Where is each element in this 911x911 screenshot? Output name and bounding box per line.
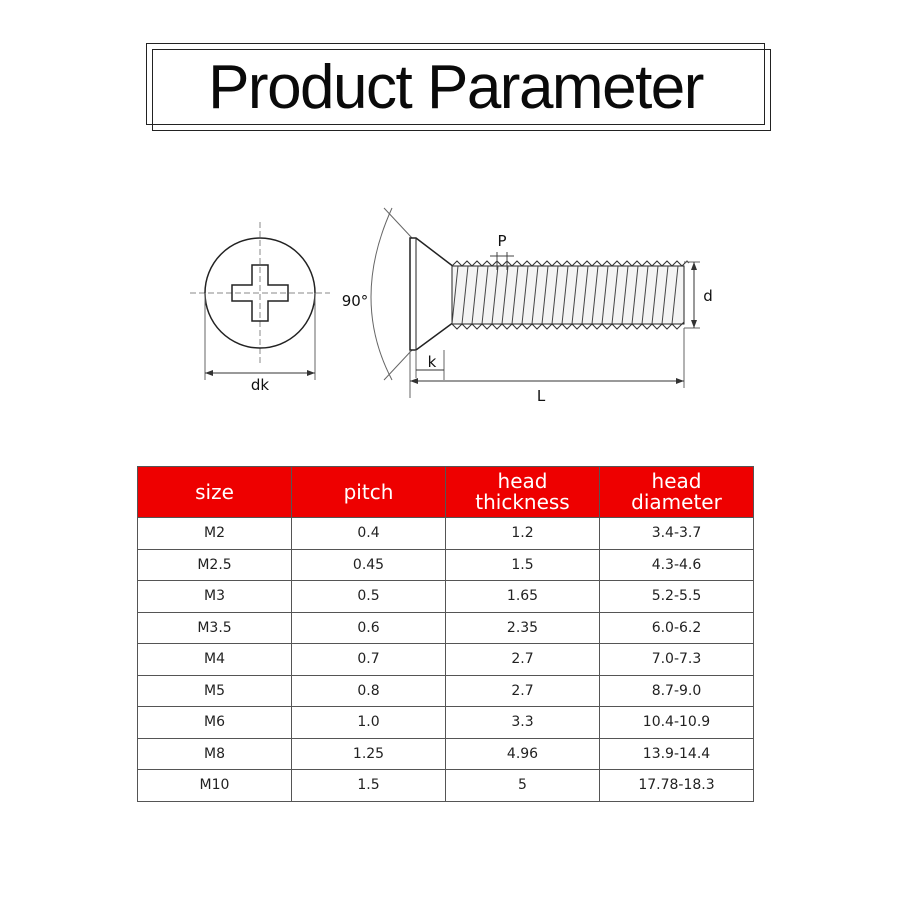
table-row — [138, 612, 754, 644]
size-cell: M6 — [138, 707, 292, 739]
header-head-thickness — [446, 467, 600, 518]
length-label: L — [536, 387, 546, 405]
head-thickness-cell: 1.2 — [446, 518, 600, 550]
pitch-cell: 0.45 — [292, 549, 446, 581]
head-thickness-cell: 3.3 — [446, 707, 600, 739]
header-pitch — [292, 467, 446, 518]
k-label: k — [427, 353, 437, 371]
pitch-cell: 1.5 — [292, 770, 446, 802]
head-thickness-cell: 4.96 — [446, 738, 600, 770]
size-cell: M10 — [138, 770, 292, 802]
head-thickness-cell: 5 — [446, 770, 600, 802]
pitch-cell: 0.5 — [292, 581, 446, 613]
screw-side-view — [342, 208, 713, 405]
head-diameter-cell: 4.3-4.6 — [600, 549, 754, 581]
head-diameter-cell: 10.4-10.9 — [600, 707, 754, 739]
pitch-cell: 0.7 — [292, 644, 446, 676]
head-diameter-cell: 7.0-7.3 — [600, 644, 754, 676]
size-cell: M2.5 — [138, 549, 292, 581]
table-row — [138, 770, 754, 802]
table-row — [138, 549, 754, 581]
page-title: Product Parameter — [208, 52, 703, 122]
head-diameter-cell: 5.2-5.5 — [600, 581, 754, 613]
header-head-thickness-line2: thickness — [475, 490, 570, 514]
dk-label: dk — [250, 376, 270, 394]
head-thickness-cell: 2.35 — [446, 612, 600, 644]
pitch-cell: 0.8 — [292, 675, 446, 707]
pitch-label: P — [497, 232, 507, 250]
size-cell: M4 — [138, 644, 292, 676]
diameter-label: d — [703, 287, 713, 305]
head-diameter-cell: 13.9-14.4 — [600, 738, 754, 770]
size-cell: M2 — [138, 518, 292, 550]
size-cell: M3.5 — [138, 612, 292, 644]
pitch-cell: 0.4 — [292, 518, 446, 550]
table-row — [138, 644, 754, 676]
size-cell: M8 — [138, 738, 292, 770]
header-size — [138, 467, 292, 518]
head-thickness-cell: 1.5 — [446, 549, 600, 581]
screw-diagram — [0, 190, 911, 420]
angle-label: 90° — [341, 292, 369, 310]
table-body — [138, 518, 754, 802]
header-pitch-label: pitch — [343, 479, 394, 504]
size-cell: M3 — [138, 581, 292, 613]
header-head-diameter-line1: head — [651, 469, 702, 493]
header-head-diameter-line2: diameter — [631, 490, 722, 514]
size-cell: M5 — [138, 675, 292, 707]
table-row — [138, 707, 754, 739]
parameter-table — [137, 466, 754, 802]
head-thickness-cell: 1.65 — [446, 581, 600, 613]
head-thickness-cell: 2.7 — [446, 675, 600, 707]
header-head-diameter — [600, 467, 754, 518]
table-header-row — [138, 467, 754, 518]
header-size-label: size — [195, 479, 234, 504]
head-top-view — [190, 222, 330, 394]
pitch-cell: 1.0 — [292, 707, 446, 739]
table-row — [138, 675, 754, 707]
table-row — [138, 581, 754, 613]
table-row — [138, 518, 754, 550]
table-row — [138, 738, 754, 770]
head-diameter-cell: 6.0-6.2 — [600, 612, 754, 644]
pitch-cell: 0.6 — [292, 612, 446, 644]
pitch-cell: 1.25 — [292, 738, 446, 770]
head-diameter-cell: 3.4-3.7 — [600, 518, 754, 550]
head-diameter-cell: 8.7-9.0 — [600, 675, 754, 707]
head-thickness-cell: 2.7 — [446, 644, 600, 676]
header-head-thickness-line1: head — [497, 469, 548, 493]
head-diameter-cell: 17.78-18.3 — [600, 770, 754, 802]
